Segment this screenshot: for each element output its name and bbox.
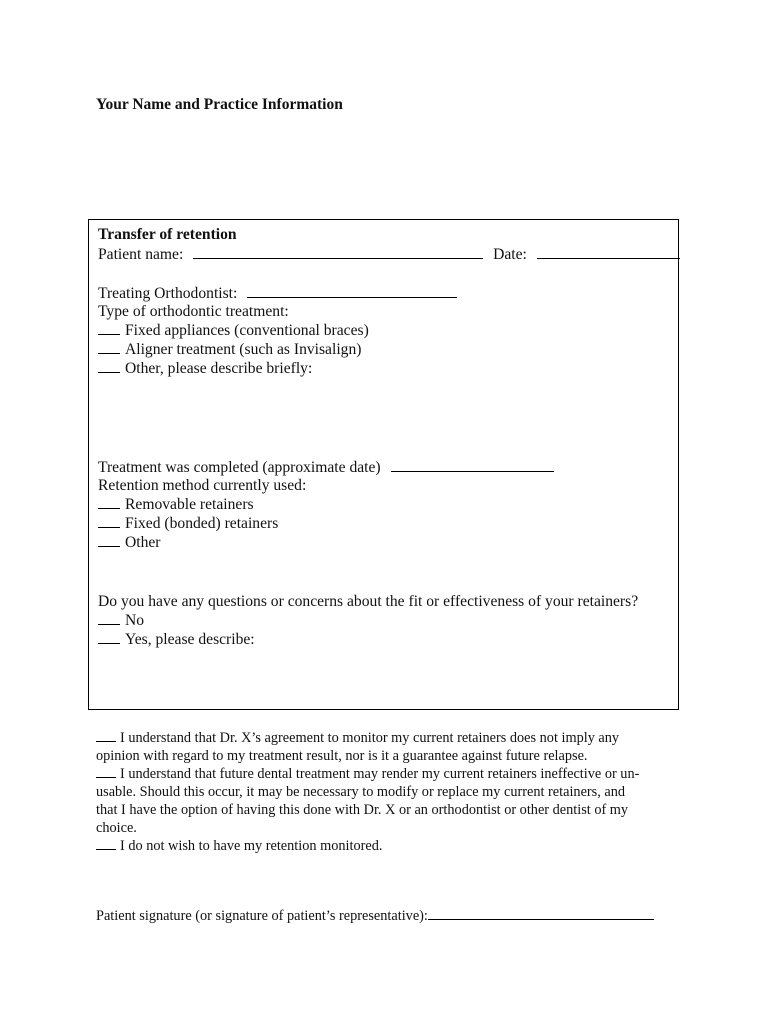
patient-name-row [98,244,680,264]
ack-future-checkbox[interactable] [96,765,116,778]
treatment-type-label: Type of orthodontic treatment: [98,303,289,320]
treating-orthodontist-row [98,283,457,303]
completed-row [98,457,554,477]
practice-heading: Your Name and Practice Information [96,96,343,113]
ack-monitoring-checkbox[interactable] [96,729,116,742]
concerns-no-checkbox[interactable] [98,611,120,625]
retention-option-removable [98,495,254,514]
treatment-fixed-checkbox[interactable] [98,321,120,335]
retention-option-fixed [98,514,278,533]
treating-orthodontist-field[interactable] [247,283,457,298]
retention-removable-label: Removable retainers [125,496,254,513]
retention-removable-checkbox[interactable] [98,495,120,509]
patient-name-label: Patient name: [98,246,184,263]
date-field[interactable] [537,244,680,259]
signature-row [96,907,686,925]
ack-future-line-3: that I have the option of having this done with Dr. X or an orthodontist or other dentist of my [96,802,629,818]
concerns-option-yes [98,630,255,649]
transfer-of-retention-form [88,219,679,710]
retention-fixed-label: Fixed (bonded) retainers [125,515,279,532]
concerns-no-label: No [125,612,145,629]
ack-future-line-4: choice. [96,820,137,836]
signature-field[interactable] [428,907,654,920]
acknowledgements [96,729,686,855]
form-title: Transfer of retention [98,226,237,243]
acknowledgement-decline [96,837,686,855]
treatment-option-fixed [98,321,369,340]
ack-decline-checkbox[interactable] [96,837,116,850]
treatment-option-other [98,359,312,378]
concerns-yes-label: Yes, please describe: [125,631,255,648]
treatment-option-aligner [98,340,361,359]
concerns-question: Do you have any questions or concerns about the fit or effectiveness of your retainers? [98,593,639,610]
retention-option-other [98,533,161,552]
ack-future-line-2: usable. Should this occur, it may be necessary to modify or replace my current retainers, and [96,784,626,800]
acknowledgement-monitoring [96,729,686,765]
retention-fixed-checkbox[interactable] [98,514,120,528]
treatment-other-checkbox[interactable] [98,359,120,373]
date-label: Date: [493,246,527,263]
ack-future-line-1: I understand that future dental treatment may render my current retainers ineffective or un- [120,766,640,782]
retention-other-label: Other [125,534,161,551]
signature-label: Patient signature (or signature of patient’s representative): [96,908,428,924]
acknowledgement-future-treatment [96,765,686,837]
treatment-aligner-label: Aligner treatment (such as Invisalign) [125,341,362,358]
patient-name-field[interactable] [193,244,483,259]
ack-monitoring-line-2: opinion with regard to my treatment result, nor is it a guarantee against future relapse. [96,748,588,764]
treating-orthodontist-label: Treating Orthodontist: [98,285,238,302]
treatment-aligner-checkbox[interactable] [98,340,120,354]
treatment-fixed-label: Fixed appliances (conventional braces) [125,322,369,339]
retention-other-checkbox[interactable] [98,533,120,547]
ack-decline-label: I do not wish to have my retention monitored. [120,838,383,854]
completed-date-field[interactable] [391,457,554,472]
retention-method-label: Retention method currently used: [98,477,307,494]
concerns-yes-checkbox[interactable] [98,630,120,644]
completed-label: Treatment was completed (approximate date) [98,459,381,476]
treatment-other-label: Other, please describe briefly: [125,360,313,377]
ack-monitoring-line-1: I understand that Dr. X’s agreement to monitor my current retainers does not imply any [120,730,620,746]
concerns-option-no [98,611,144,630]
